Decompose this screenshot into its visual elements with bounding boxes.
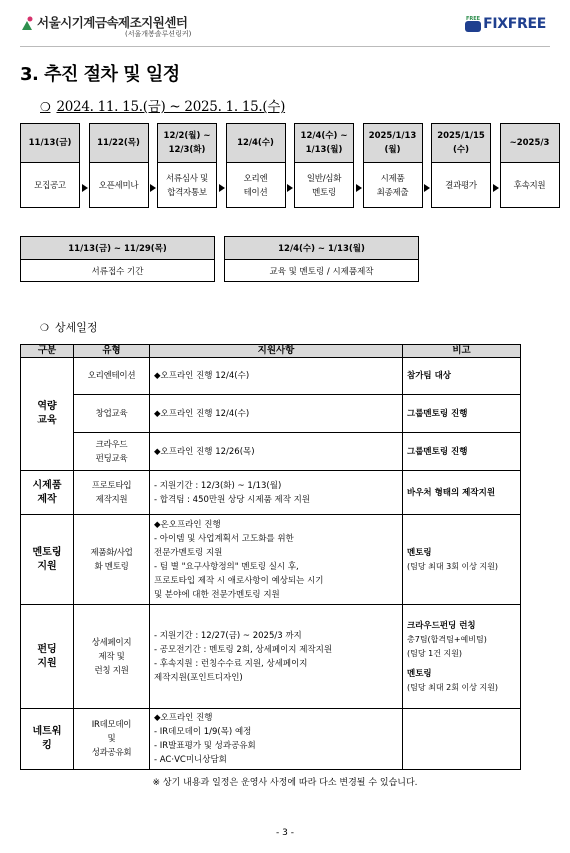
col-header: 유형 xyxy=(74,345,150,358)
phase-label: 서류접수 기간 xyxy=(91,267,144,277)
arrow-right-icon xyxy=(219,184,225,192)
group-cell: 시제품 제작 xyxy=(21,471,74,515)
note-line: 크라우드펀딩 런칭 xyxy=(407,620,476,631)
step-label: 결과평가 xyxy=(445,181,477,191)
step-date: ~2025/3 xyxy=(501,124,559,163)
circle-bullet-icon: ❍ xyxy=(40,323,49,334)
step-label: 오리엔 테이션 xyxy=(243,174,268,198)
step-label: 모집공고 xyxy=(34,181,66,191)
detail-title xyxy=(40,319,97,335)
table-header-row xyxy=(21,345,521,358)
partner-name: FIXFREE xyxy=(483,16,546,32)
phase-box-application xyxy=(20,236,215,282)
partner-logo xyxy=(463,14,546,34)
desc-cell xyxy=(150,515,403,605)
desc-line: - IR발표평가 및 성과공유회 xyxy=(154,741,256,751)
col-header: 지원사항 xyxy=(150,345,403,358)
type-cell: 크라우드 펀딩교육 xyxy=(74,433,150,471)
partner-badge-text: FREE xyxy=(466,16,481,22)
desc-line: - 지원기간 : 12/3(화) ~ 1/13(월) xyxy=(154,480,282,491)
table-row xyxy=(21,358,521,395)
period-line xyxy=(40,95,285,115)
group-cell: 멘토링 지원 xyxy=(21,515,74,605)
desc-line: - 지원기간 : 12/27(금) ~ 2025/3 까지 xyxy=(154,630,302,641)
desc-cell: ◆오프라인 진행 12/4(수) xyxy=(150,358,403,395)
step-date: 2025/1/13 (월) xyxy=(364,124,422,163)
desc-cell: ◆오프라인 진행 12/26(목) xyxy=(150,433,403,471)
type-cell: 창업교육 xyxy=(74,395,150,433)
col-header: 비고 xyxy=(403,345,521,358)
section-title: 3. 추진 절차 및 일정 xyxy=(20,64,180,85)
type-cell: 제품화/사업 화 멘토링 xyxy=(74,515,150,605)
note-line: (팀당 최대 3회 이상 지원) xyxy=(407,561,499,571)
table-row xyxy=(21,515,521,605)
process-step xyxy=(157,123,217,208)
col-header: 구분 xyxy=(21,345,74,358)
step-date: 12/4(수) xyxy=(227,124,285,163)
desc-line: - IR데모데이 1/9(목) 예정 xyxy=(154,727,252,737)
note-line: 멘토링 xyxy=(407,547,432,558)
desc-cell xyxy=(150,605,403,709)
step-label: 시제품 최종제출 xyxy=(376,174,409,198)
process-step xyxy=(89,123,149,208)
group-cell: 네트워 킹 xyxy=(21,709,74,770)
type-cell: 오리엔테이션 xyxy=(74,358,150,395)
table-row xyxy=(21,433,521,471)
table-row xyxy=(21,395,521,433)
step-date: 11/13(금) xyxy=(21,124,79,163)
desc-line: - 공모전기간 : 멘토링 2회, 상세페이지 제작지원 xyxy=(154,644,333,655)
desc-line: 제작지원(포인트디자인) xyxy=(154,672,243,683)
step-date: 12/4(수) ~ 1/13(월) xyxy=(295,124,353,163)
org-logo xyxy=(20,16,191,39)
note-cell xyxy=(403,605,521,709)
desc-cell xyxy=(150,709,403,770)
type-cell: 상세페이지 제작 및 런칭 지원 xyxy=(74,605,150,709)
table-row xyxy=(21,709,521,770)
desc-line: - 팀 별 "요구사항정의" 멘토링 실시 후, xyxy=(154,561,299,572)
arrow-right-icon xyxy=(287,184,293,192)
period-text: 2024. 11. 15.(금) ~ 2025. 1. 15.(수) xyxy=(56,99,286,115)
arrow-right-icon xyxy=(150,184,156,192)
process-step xyxy=(20,123,80,208)
detail-title-text: 상세일정 xyxy=(54,321,98,334)
note-cell: 바우처 형태의 제작지원 xyxy=(403,471,521,515)
step-date: 11/22(목) xyxy=(90,124,148,163)
type-cell: IR데모데이 및 성과공유회 xyxy=(74,709,150,770)
footnote: ※ 상기 내용과 일정은 운영사 사정에 따라 다소 변경될 수 있습니다. xyxy=(152,778,418,788)
step-date: 12/2(월) ~ 12/3(화) xyxy=(158,124,216,163)
note-line: (팀당 최대 2회 이상 지원) xyxy=(407,682,499,692)
schedule-table xyxy=(20,344,521,770)
process-step xyxy=(226,123,286,208)
process-step xyxy=(500,123,560,208)
desc-cell xyxy=(150,471,403,515)
phase-date: 11/13(금) ~ 11/29(목) xyxy=(21,237,214,260)
org-name: 서울시기계금속제조지원센터 xyxy=(37,15,188,30)
process-step xyxy=(294,123,354,208)
phase-box-mentoring xyxy=(224,236,419,282)
circle-bullet-icon: ❍ xyxy=(40,100,51,114)
desc-line: 프로토타입 제작 시 애로사항이 예상되는 시기 xyxy=(154,575,324,586)
phase-date: 12/4(수) ~ 1/13(월) xyxy=(225,237,418,260)
table-row xyxy=(21,471,521,515)
note-line: 멘토링 xyxy=(407,668,432,679)
type-cell: 프로토타입 제작지원 xyxy=(74,471,150,515)
arrow-right-icon xyxy=(356,184,362,192)
step-label: 서류심사 및 합격자통보 xyxy=(166,174,208,198)
step-date: 2025/1/15 (수) xyxy=(432,124,490,163)
arrow-right-icon xyxy=(493,184,499,192)
group-cell: 펀딩 지원 xyxy=(21,605,74,709)
note-line: 총7팀(합격팀+예비팀) xyxy=(407,634,487,644)
partner-mark-icon xyxy=(463,14,483,34)
page-number: - 3 - xyxy=(276,828,294,838)
desc-line: ◆온오프라인 진행 xyxy=(154,519,221,530)
arrow-right-icon xyxy=(424,184,430,192)
desc-line: - 합격팀 : 450만원 상당 시제품 제작 지원 xyxy=(154,494,311,505)
table-row xyxy=(21,605,521,709)
process-step xyxy=(363,123,423,208)
step-label: 후속지원 xyxy=(513,181,546,191)
note-cell: 그룹멘토링 진행 xyxy=(403,395,521,433)
arrow-right-icon xyxy=(82,184,88,192)
note-cell: 참가팀 대상 xyxy=(403,358,521,395)
desc-line: 전문가멘토링 지원 xyxy=(154,547,223,558)
desc-cell: ◆오프라인 진행 12/4(수) xyxy=(150,395,403,433)
phase-label: 교육 및 멘토링 / 시제품제작 xyxy=(269,267,374,277)
step-label: 일반/심화 멘토링 xyxy=(306,174,342,198)
group-cell: 역량 교육 xyxy=(21,358,74,471)
org-mark-icon xyxy=(20,16,34,32)
desc-line: - 아이템 및 사업계획서 고도화를 위한 xyxy=(154,533,294,544)
header-divider xyxy=(20,46,550,47)
note-cell xyxy=(403,515,521,605)
note-cell xyxy=(403,709,521,770)
desc-line: ◆오프라인 진행 xyxy=(154,713,213,723)
desc-line: 및 분야에 대한 전문가멘토링 지원 xyxy=(154,589,280,600)
desc-line: - AC·VC미니상담회 xyxy=(154,755,227,765)
note-cell: 그룹멘토링 진행 xyxy=(403,433,521,471)
step-label: 오픈세미나 xyxy=(98,181,139,191)
process-step xyxy=(431,123,491,208)
org-sub: (서울개봉솔루션링커) xyxy=(125,30,192,38)
desc-line: - 후속지원 : 런칭수수료 지원, 상세페이지 xyxy=(154,658,308,669)
note-line: (팀당 1건 지원) xyxy=(407,648,463,658)
